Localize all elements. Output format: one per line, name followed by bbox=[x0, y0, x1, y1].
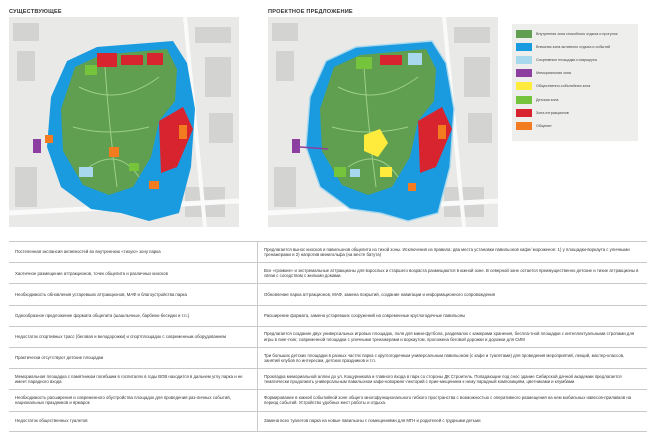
legend-item bbox=[516, 27, 634, 40]
problem-cell: Недостаток общественных туалетов bbox=[15, 418, 88, 424]
solution-cell: Обновление парка аттракционов, МАФ, замена покрытий, создание навигации и информационного сопровождения bbox=[257, 284, 647, 304]
zone-food bbox=[45, 135, 53, 143]
problem-cell: Практически отсутствуют детские площадки bbox=[15, 355, 104, 361]
legend-swatch bbox=[516, 109, 532, 117]
header-proposal: ПРОЕКТНОЕ ПРЕДЛОЖЕНИЕ bbox=[268, 9, 353, 15]
map-proposal bbox=[268, 17, 498, 227]
problem-cell: Необходимость обновления устаревших аттракционов, МАФ и благоустройства парка bbox=[15, 291, 187, 297]
legend-item bbox=[516, 93, 634, 106]
zone-food bbox=[149, 181, 159, 189]
block bbox=[17, 51, 35, 81]
legend-swatch bbox=[516, 43, 532, 51]
problem-cell: Необходимость расширения и современного обустройства площадок для проведения раз-личных событий, национальных праздников и ярмарок bbox=[15, 395, 231, 406]
solution-cell: Три больших детских площадки в разных частях парка с круглогодичным универсальным павильоном (с кафе и туалетами) для проведения мероприятий, лекций, мастер-классов, занятий клубов по интересам, детских праздников и т.п. bbox=[257, 348, 647, 368]
legend-label: Общественно-событийная зона bbox=[536, 84, 591, 89]
zone-kids bbox=[356, 57, 372, 69]
zone-food bbox=[408, 183, 416, 191]
problem-cell: Хаотичное размещение аттракционов, точек общепита и различных киосков bbox=[15, 270, 168, 276]
zone-food bbox=[438, 125, 446, 139]
zone-event bbox=[380, 167, 392, 177]
legend-item bbox=[516, 80, 634, 93]
solution-cell: Расширение формата, замена устаревших сооружений на современные круглогодичные павильоны bbox=[257, 306, 647, 326]
map-existing-svg bbox=[9, 17, 239, 227]
block bbox=[276, 51, 294, 81]
zone-attractions bbox=[147, 53, 163, 65]
block bbox=[272, 23, 298, 41]
block bbox=[464, 57, 490, 97]
block bbox=[13, 23, 39, 41]
legend-swatch bbox=[516, 30, 532, 38]
solution-cell: Формирование в южной событийной зоне общего многофункционального гибкого пространства с возможностью с оперативного размещения на нем мобильных навесов-прилавков на период событий. Устройство удобных мест работы и отдыха. bbox=[257, 390, 647, 410]
legend-item bbox=[516, 67, 634, 80]
zone-memorial bbox=[33, 139, 41, 153]
legend-label: Спортивные площадки и маршруты bbox=[536, 57, 598, 62]
zone-attractions bbox=[121, 55, 143, 65]
legend-label: Зона аттракционов bbox=[536, 110, 569, 115]
table-row bbox=[9, 283, 647, 304]
legend bbox=[512, 24, 638, 141]
problem-cell: Мемориальная площадка с памятником погибшим в госпиталях в годы ВОВ находится в дальнем углу парка и не имеет парадного входа bbox=[15, 373, 243, 385]
legend-label: Мемориальная зона bbox=[536, 71, 571, 76]
block bbox=[468, 113, 492, 143]
legend-swatch bbox=[516, 96, 532, 104]
legend-item bbox=[516, 40, 634, 53]
legend-item bbox=[516, 119, 634, 132]
legend-label: Внутренняя зона спокойного отдыха и прогулок bbox=[536, 31, 618, 36]
block bbox=[274, 167, 296, 207]
block bbox=[195, 27, 231, 43]
zone-kids bbox=[85, 65, 97, 75]
map-existing bbox=[9, 17, 239, 227]
problem-cell: Однообразное предложение формата общепита (шашлычные, барбекю-беседки и т.п.) bbox=[15, 312, 190, 318]
table-row bbox=[9, 262, 647, 283]
problem-cell: Постепенная экспансия активностей во внутреннюю «тихую» зону парка bbox=[15, 249, 161, 255]
zone-food bbox=[109, 147, 119, 157]
zone-memorial bbox=[292, 139, 300, 153]
table-row bbox=[9, 347, 647, 368]
legend-label: Детская зона bbox=[536, 97, 559, 102]
table-row bbox=[9, 241, 647, 262]
solution-cell: Замена всех туалетов парка на новые павильоны с помещениями для МГН и родителей с грудными детьми bbox=[257, 412, 647, 431]
legend-swatch bbox=[516, 82, 532, 90]
legend-label: Внешняя зона активного отдыха и событий bbox=[536, 44, 611, 49]
solution-cell: Предлагается вынос киосков и павильонов общепита из тихой зоны. Исключения из правила: два места установки павильонов кафе/ мороженое: 1) у площадки-воркаута с уличными тренажерами и 2) напротив минигольфа (на месте батута) bbox=[257, 242, 647, 262]
header-existing: СУЩЕСТВУЮЩЕЕ bbox=[9, 9, 62, 15]
zone-sport bbox=[79, 167, 93, 177]
zone-sport bbox=[408, 53, 422, 65]
solution-cell: Прокладка мемориальной аллеи до ул. Кощурникова и главного входа в парк со стороны ДК Строитель. Попадающие под снос здание Сибирской дачной академии предлагается тематически продолжить универсальным павильоном кафе-коворкинг-лекторий с прие-мещением к нему парадный композициям, цветниками и клумбами bbox=[257, 369, 647, 389]
problem-cell: Недостаток спортивных трасс (беговая и велодорожки) и спортплощадок с современным оборудованием bbox=[15, 334, 226, 340]
zone-kids bbox=[129, 163, 139, 171]
legend-swatch bbox=[516, 122, 532, 130]
table-row bbox=[9, 326, 647, 347]
solution-cell: Предлагается создание двух универсальных игровых площадок, поля для мини-футбола, раздевалок с камерами хранения, беспла-тной площадки с интеллектуальными стропами для игры в пинг-понг, современной площадки с уличными тренажерами и воркаутом, проложена беговой дорожки и дорожки для СИМ bbox=[257, 327, 647, 347]
legend-swatch bbox=[516, 56, 532, 64]
table-row bbox=[9, 368, 647, 389]
table-row bbox=[9, 411, 647, 432]
zone-sport bbox=[350, 169, 360, 177]
table-row bbox=[9, 305, 647, 326]
legend-label: Общепит bbox=[536, 123, 552, 128]
zone-attractions bbox=[380, 55, 402, 65]
legend-item bbox=[516, 53, 634, 66]
comparison-table bbox=[9, 241, 647, 432]
zone-kids bbox=[334, 167, 346, 177]
legend-swatch bbox=[516, 69, 532, 77]
legend-item bbox=[516, 106, 634, 119]
solution-cell: Все «громкие» и экстремальные аттракционы для взрослых и старшего возраста размещаются в южной зоне. В северной зоне остается преимущественно детские и тихие аттракционы в связи с соседством с жилыми домами. bbox=[257, 263, 647, 283]
block bbox=[205, 57, 231, 97]
zone-attractions bbox=[97, 53, 117, 67]
zone-food bbox=[179, 125, 187, 139]
table-row bbox=[9, 389, 647, 410]
block bbox=[209, 113, 233, 143]
block bbox=[15, 167, 37, 207]
block bbox=[454, 27, 490, 43]
map-proposal-svg bbox=[268, 17, 498, 227]
